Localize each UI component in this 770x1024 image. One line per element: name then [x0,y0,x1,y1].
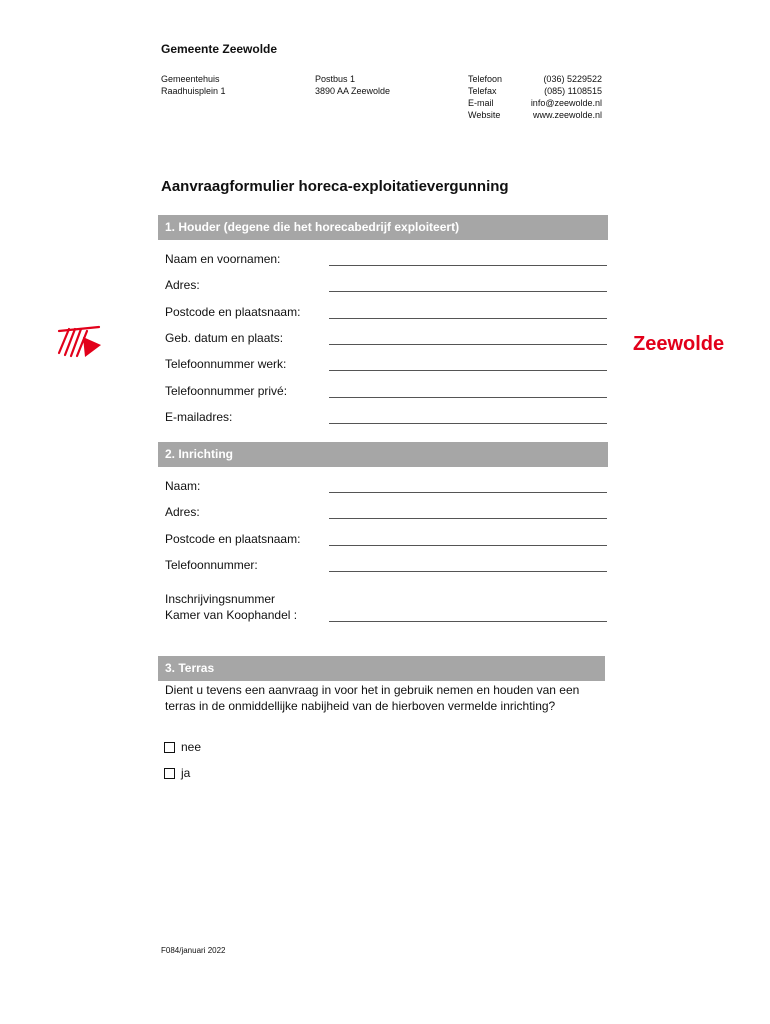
address-line: Gemeentehuis [161,74,220,84]
field-label-postcode-plaatsnaam: Postcode en plaatsnaam: [165,305,301,319]
zeewolde-sail-logo-icon [55,323,103,359]
kvk-label-line: Inschrijvingsnummer [165,592,276,606]
document-title: Aanvraagformulier horeca-exploitatievergunning [161,178,509,195]
field-label-inrichting-postcode: Postcode en plaatsnaam: [165,532,301,546]
field-label-inrichting-telefoon: Telefoonnummer: [165,558,258,572]
section-3-header: 3. Terras [158,656,605,681]
option-label: ja [181,766,191,780]
address-line: Postbus 1 [315,74,356,84]
option-nee[interactable] [164,740,201,754]
address-column-1 [161,73,226,97]
section-2-header: 2. Inrichting [158,442,608,467]
field-label-telefoon-prive: Telefoonnummer privé: [165,384,288,398]
input-postcode-plaatsnaam[interactable] [329,318,607,319]
contact-value: (085) 1108515 [544,86,602,96]
contact-value: www.zeewolde.nl [532,110,602,120]
field-label-geb-datum-plaats: Geb. datum en plaats: [165,331,284,345]
input-inrichting-telefoon[interactable] [329,571,607,572]
field-label-inrichting-adres: Adres: [165,505,200,519]
field-label-inrichting-naam: Naam: [165,479,201,493]
address-line: 3890 AA Zeewolde [315,86,391,96]
input-kvk-nummer[interactable] [329,621,607,622]
address-column-2 [315,73,390,97]
option-label: nee [181,740,202,754]
organization-name: Gemeente Zeewolde [161,42,278,56]
input-naam-voornamen[interactable] [329,265,607,266]
address-line: Raadhuisplein 1 [161,86,226,96]
field-label-adres: Adres: [165,278,200,292]
contact-label: Telefax [468,86,497,96]
input-geb-datum-plaats[interactable] [329,344,607,345]
option-ja[interactable] [164,766,190,780]
contact-label: Website [468,110,501,120]
field-label-telefoon-werk: Telefoonnummer werk: [165,357,287,371]
contact-value: info@zeewolde.nl [530,98,602,108]
field-label-kvk [165,591,297,623]
document-footer-code: F084/januari 2022 [161,946,226,955]
contact-labels [468,73,528,121]
field-label-emailadres: E-mailadres: [165,410,233,424]
input-inrichting-adres[interactable] [329,518,607,519]
brand-wordmark: Zeewolde [633,333,725,355]
input-telefoon-werk[interactable] [329,370,607,371]
section-1-header: 1. Houder (degene die het horecabedrijf exploiteert) [158,215,608,240]
terras-question: Dient u tevens een aanvraag in voor het in gebruik nemen en houden van een terras in de onmiddellijke nabijheid van de hierboven vermelde inrichting? [165,683,580,713]
contact-label: Telefoon [468,74,503,84]
contact-value: (036) 5229522 [543,74,602,84]
checkbox-icon[interactable] [164,768,175,779]
field-label-naam-voornamen: Naam en voornamen: [165,252,281,266]
input-inrichting-postcode[interactable] [329,545,607,546]
kvk-label-line: Kamer van Koophandel : [165,608,298,622]
contact-values [520,73,602,121]
checkbox-icon[interactable] [164,742,175,753]
input-inrichting-naam[interactable] [329,492,607,493]
input-adres[interactable] [329,291,607,292]
input-telefoon-prive[interactable] [329,397,607,398]
input-emailadres[interactable] [329,423,607,424]
contact-label: E-mail [468,98,494,108]
